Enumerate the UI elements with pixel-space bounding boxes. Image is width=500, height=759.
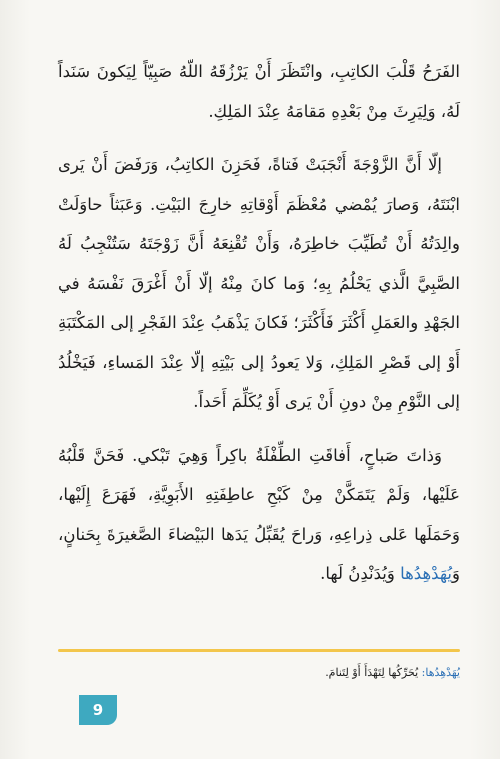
paragraph-3-ending: وَيُدَنْدِنُ لَها. xyxy=(320,564,401,583)
paragraph-1: الفَرَحُ قَلْبَ الكاتِبِ، وانْتَظَرَ أَنْ يَرْزُقَهُ اللّهُ صَبِيّاً لِيَكونَ سَنَداً لَهُ، وَلِيَرِثَ مِنْ بَعْدِهِ مَقامَهُ عِنْدَ المَلِكِ. xyxy=(58,62,460,121)
footnote-term: يُهَدْهِدُها: xyxy=(421,666,460,679)
paragraph-2: إلّا أَنَّ الزَّوْجَةَ أَنْجَبَتْ فَتاةً، فَحَزِنَ الكاتِبُ، وَرَفَضَ أَنْ يَرى ابْنَتَهُ، وَصارَ يُمْضي مُعْظَمَ أَوْقاتِهِ خارِجَ البَيْتِ. وَعَبَثاً حاوَلَتْ والِدَتُهُ أَنْ تُطَيِّبَ خاطِرَهُ، وَأَنْ تُقْنِعَهُ أَنَّ زَوْجَتَهُ سَتُنْجِبُ لَهُ الصَّبِيَّ الَّذي يَحْلُمُ بِهِ؛ وَما كانَ مِنْهُ إلّا أَنْ أَغْرَقَ نَفْسَهُ في الجَهْدِ والعَمَلِ أَكْثَرَ فَأَكْثَرَ؛ فَكانَ يَذْهَبُ عِنْدَ الفَجْرِ إلى المَكْتَبَةِ أَوْ إلى قَصْرِ المَلِكِ، وَلا يَعودُ إلى بَيْتِهِ إلّا عِنْدَ المَساءِ، فَيَخْلُدُ إلى النَّوْمِ مِنْ دونِ أَنْ يَرى أَوْ يُكَلِّمَ أَحَداً. xyxy=(58,155,460,411)
highlighted-vocab-word: يُهَدْهِدُها xyxy=(400,564,453,583)
footnote xyxy=(150,664,460,682)
footnote-definition: يُحَرِّكُها لِتَهْدَأَ أَوْ لِتَنامَ. xyxy=(325,666,422,679)
story-text xyxy=(58,52,460,608)
paragraph-3-text: وَذاتَ صَباحٍ، أَفاقَتِ الطِّفْلَةُ باكِراً وَهِيَ تَبْكي. فَحَنَّ قَلْبُهُ عَلَيْها، وَلَمْ يَتَمَكَّنْ مِنْ كَبْحِ عاطِفَتِهِ الأَبَوِيَّةِ، فَهَرَعَ إِلَيْها، وَحَمَلَها عَلى ذِراعِهِ، وَراحَ يُقَبِّلُ يَدَها البَيْضاءَ الصَّغيرَةَ بِحَنانٍ، وَ xyxy=(58,445,460,583)
footnote-divider xyxy=(58,649,460,652)
paragraph-3 xyxy=(58,436,460,594)
page-number-badge xyxy=(79,695,117,725)
page-number: 9 xyxy=(92,701,104,719)
